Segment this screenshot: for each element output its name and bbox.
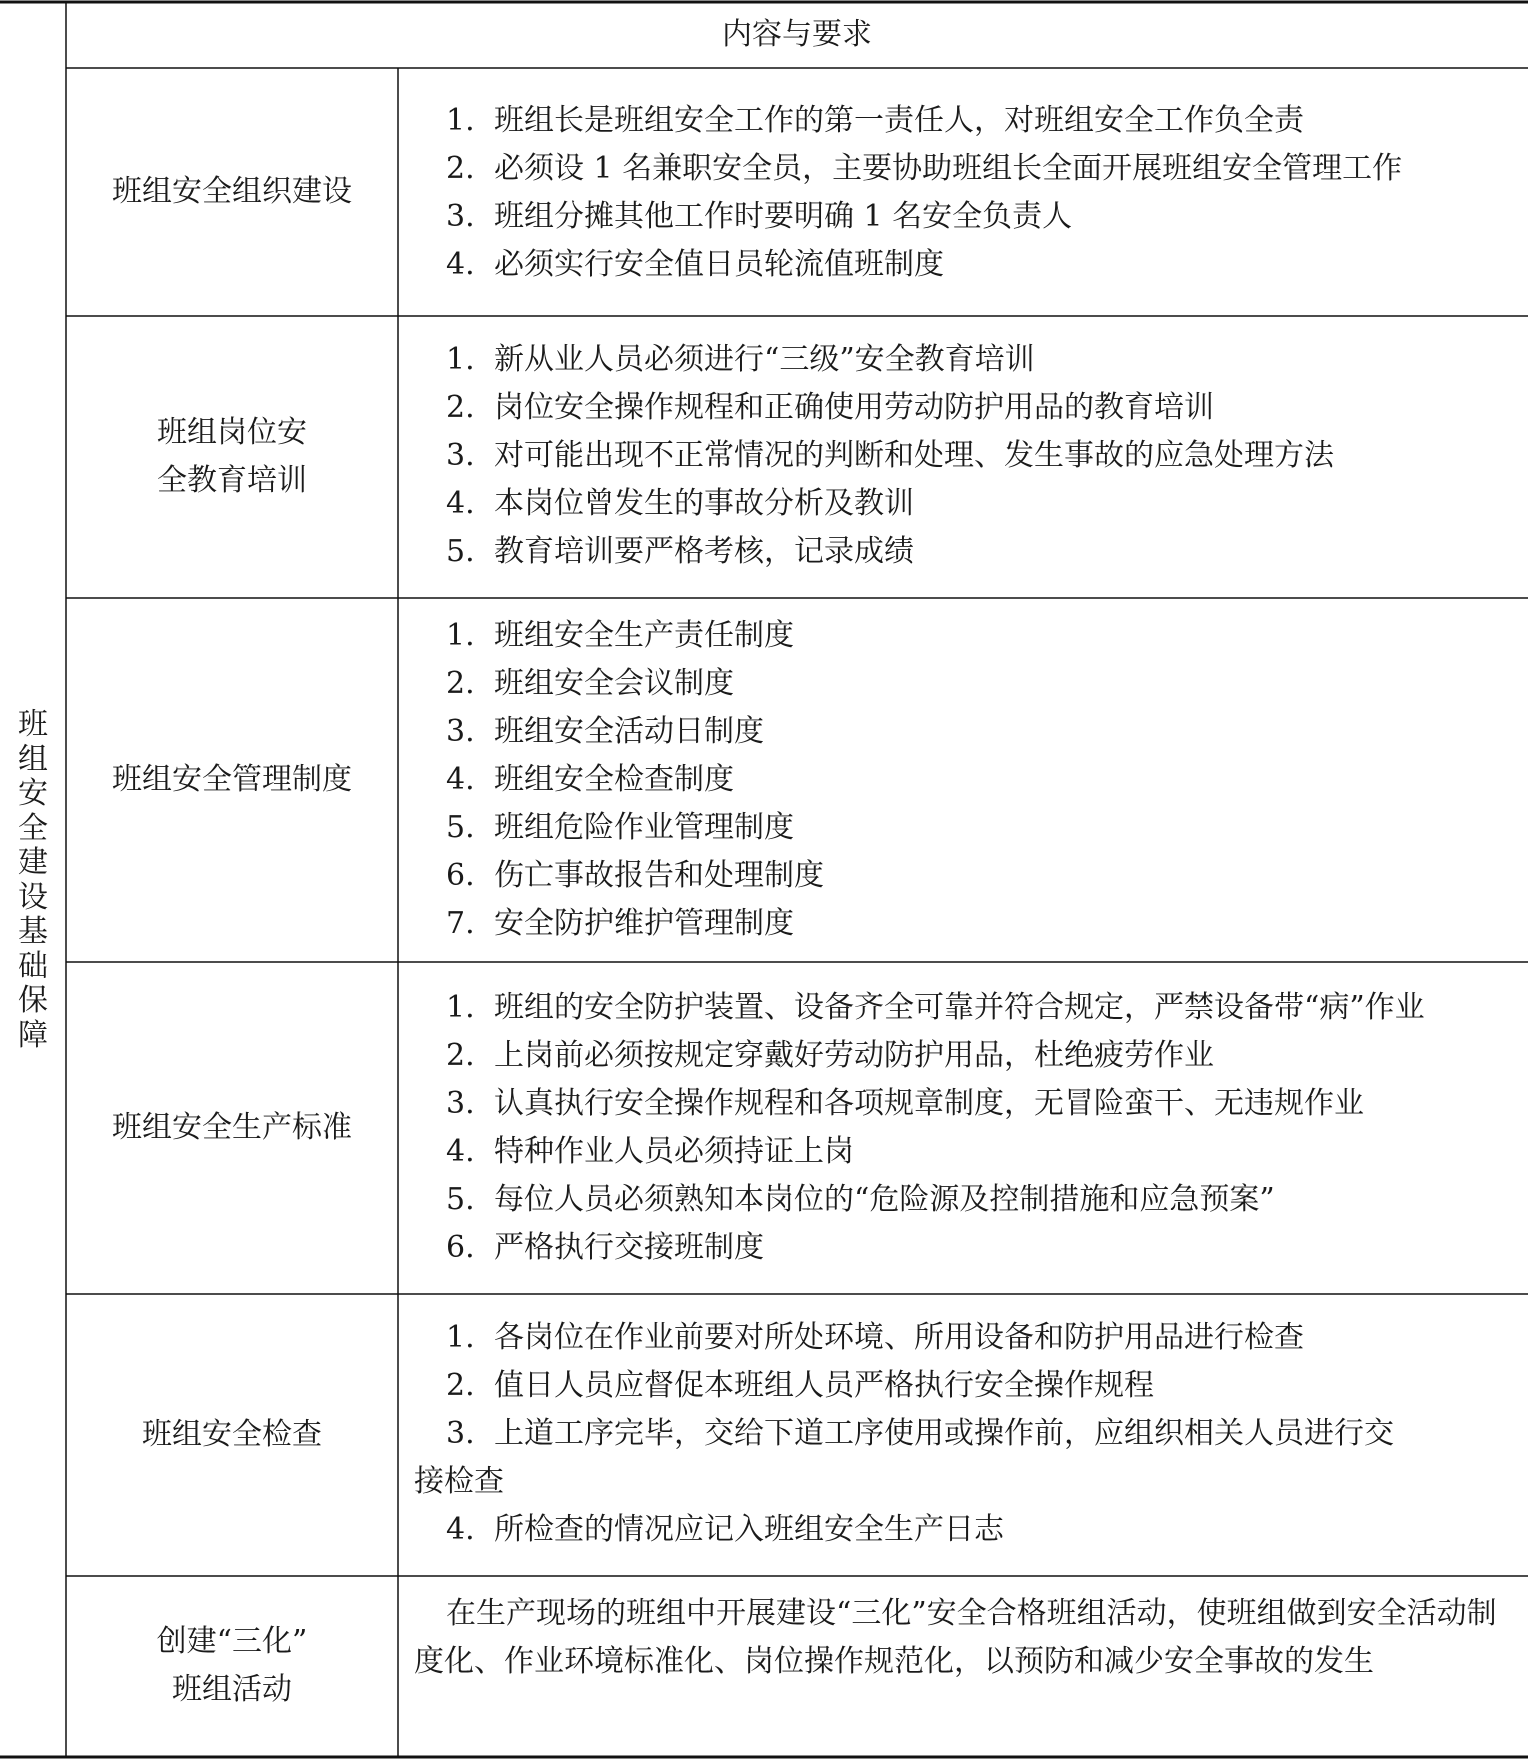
section-title-inspection bbox=[66, 1294, 398, 1576]
list-item-continuation: 接检查 bbox=[414, 1464, 504, 1499]
section-paragraph: 在生产现场的班组中开展建设“三化”安全合格班组活动，使班组做到安全活动制度化、作业环境标准化、岗位操作规范化，以预防和减少安全事故的发生 bbox=[414, 1596, 1497, 1679]
section-body-activity bbox=[398, 1576, 1528, 1756]
side-title-char: 基 bbox=[18, 914, 48, 949]
list-item: 2. 值日人员应督促本班组人员严格执行安全操作规程 bbox=[446, 1368, 1154, 1403]
section-title-label: 班组岗位安 全教育培训 bbox=[157, 415, 307, 498]
list-item: 2. 班组安全会议制度 bbox=[446, 666, 734, 701]
list-item: 3. 班组安全活动日制度 bbox=[446, 714, 764, 749]
list-item: 2. 上岗前必须按规定穿戴好劳动防护用品，杜绝疲劳作业 bbox=[446, 1038, 1214, 1073]
section-body-org bbox=[398, 68, 1528, 316]
list-item: 3. 班组分摊其他工作时要明确 1 名安全负责人 bbox=[446, 199, 1073, 234]
list-item: 3. 上道工序完毕，交给下道工序使用或操作前，应组织相关人员进行交 bbox=[446, 1416, 1394, 1451]
section-body-standards bbox=[398, 962, 1528, 1294]
section-title-org bbox=[66, 68, 398, 316]
section-body-inspection bbox=[398, 1294, 1528, 1576]
list-item: 4. 所检查的情况应记入班组安全生产日志 bbox=[446, 1512, 1004, 1547]
section-title-label: 班组安全检查 bbox=[142, 1417, 322, 1452]
list-item: 4. 本岗位曾发生的事故分析及教训 bbox=[446, 486, 914, 521]
side-title-char: 建 bbox=[18, 845, 48, 880]
list-item: 1. 新从业人员必须进行“三级”安全教育培训 bbox=[446, 342, 1035, 377]
list-item: 4. 特种作业人员必须持证上岗 bbox=[446, 1134, 854, 1169]
section-title-label: 创建“三化” 班组活动 bbox=[156, 1624, 308, 1707]
list-item: 5. 班组危险作业管理制度 bbox=[446, 810, 794, 845]
section-body-rules bbox=[398, 598, 1528, 962]
list-item: 5. 每位人员必须熟知本岗位的“危险源及控制措施和应急预案” bbox=[446, 1182, 1275, 1217]
side-title-char: 障 bbox=[18, 1017, 48, 1053]
section-title-rules bbox=[66, 598, 398, 962]
section-title-standards bbox=[66, 962, 398, 1294]
list-item: 5. 教育培训要严格考核，记录成绩 bbox=[446, 534, 914, 569]
list-item: 3. 认真执行安全操作规程和各项规章制度，无冒险蛮干、无违规作业 bbox=[446, 1086, 1364, 1121]
list-item: 6. 伤亡事故报告和处理制度 bbox=[446, 858, 824, 893]
side-title-text bbox=[0, 708, 66, 1053]
section-title-label: 班组安全管理制度 bbox=[112, 762, 352, 797]
side-title-char: 班 bbox=[18, 707, 48, 742]
side-title-char: 保 bbox=[18, 983, 48, 1018]
list-item: 1. 班组的安全防护装置、设备齐全可靠并符合规定，严禁设备带“病”作业 bbox=[446, 990, 1425, 1025]
side-title bbox=[0, 708, 66, 1053]
section-title-label: 班组安全生产标准 bbox=[112, 1110, 352, 1145]
section-title-activity bbox=[66, 1576, 398, 1756]
list-item: 1. 班组安全生产责任制度 bbox=[446, 618, 794, 653]
list-item: 7. 安全防护维护管理制度 bbox=[446, 906, 794, 941]
side-title-column bbox=[0, 0, 66, 1756]
list-item: 4. 班组安全检查制度 bbox=[446, 762, 734, 797]
section-title-label: 班组安全组织建设 bbox=[112, 174, 352, 209]
list-item: 4. 必须实行安全值日员轮流值班制度 bbox=[446, 247, 944, 282]
side-title-char: 组 bbox=[18, 741, 48, 777]
list-item: 1. 班组长是班组安全工作的第一责任人，对班组安全工作负全责 bbox=[446, 103, 1304, 138]
side-title-char: 安 bbox=[18, 776, 48, 811]
list-item: 2. 必须设 1 名兼职安全员，主要协助班组长全面开展班组安全管理工作 bbox=[446, 151, 1403, 186]
list-item: 2. 岗位安全操作规程和正确使用劳动防护用品的教育培训 bbox=[446, 390, 1214, 425]
list-item: 1. 各岗位在作业前要对所处环境、所用设备和防护用品进行检查 bbox=[446, 1320, 1304, 1355]
side-title-char: 础 bbox=[18, 948, 48, 984]
side-title-char: 设 bbox=[18, 879, 48, 915]
section-body-training bbox=[398, 316, 1528, 598]
table-header: 内容与要求 bbox=[722, 17, 872, 52]
side-title-char: 全 bbox=[18, 810, 48, 846]
list-item: 3. 对可能出现不正常情况的判断和处理、发生事故的应急处理方法 bbox=[446, 438, 1334, 473]
list-item: 6. 严格执行交接班制度 bbox=[446, 1230, 764, 1265]
section-title-training bbox=[66, 316, 398, 598]
